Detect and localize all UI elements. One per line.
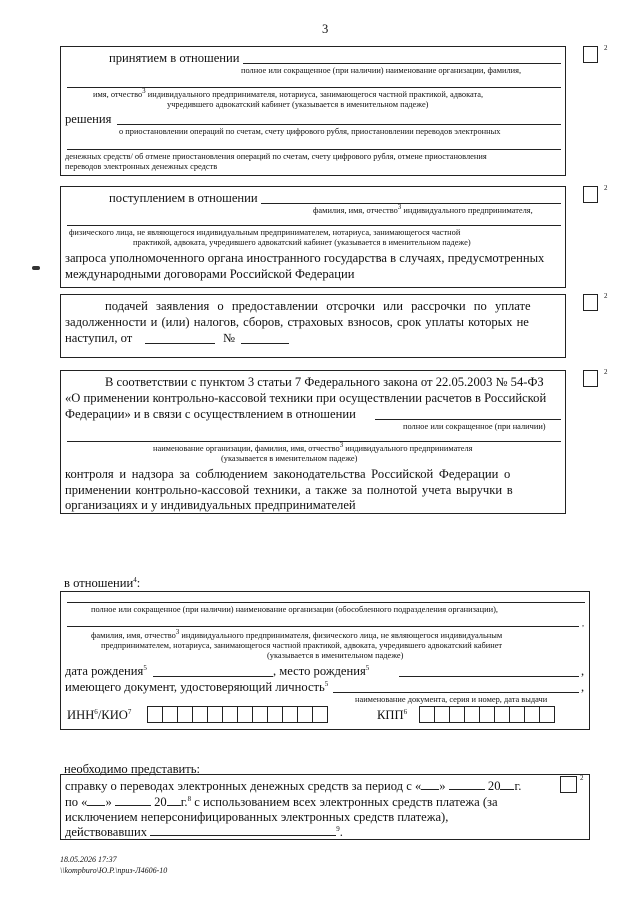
digit-cell[interactable] — [297, 706, 313, 723]
digit-cell[interactable] — [252, 706, 268, 723]
id-document-field[interactable] — [333, 692, 579, 693]
birth-date-field[interactable] — [153, 676, 273, 677]
digit-cell[interactable] — [539, 706, 555, 723]
digit-cell[interactable] — [267, 706, 283, 723]
necessary-checkbox[interactable] — [560, 776, 577, 793]
fill-line — [67, 149, 561, 150]
necessary-text: действовавших $^9$. — [65, 824, 343, 839]
necessary-label: необходимо представить: — [64, 762, 201, 776]
caption: фамилия, имя, отчество$^3$ индивидуального предпринимателя, физического лица, не являющегося индивидуальным — [91, 628, 503, 640]
fill-line — [67, 602, 585, 603]
number-sign: № — [223, 331, 236, 345]
fill-line — [67, 225, 561, 226]
birth-date-label: дата рождения$^5$ — [65, 663, 147, 678]
scan-mark — [32, 266, 40, 270]
caption: денежных средств/ об отмене приостановления операций по счетам, счету цифрового рубля, отмене приостановления — [65, 152, 487, 161]
checkbox-footnote: 2 — [604, 184, 608, 192]
digit-cell[interactable] — [509, 706, 525, 723]
block4-text: контроля и надзора за соблюдением законодательства Российской Федерации о — [65, 467, 511, 481]
caption: физического лица, не являющегося индивидуальным предпринимателем, нотариуса, занимающегося частной — [69, 228, 461, 237]
block-regarding — [60, 591, 590, 730]
caption: учредившего адвокатский кабинет (указывается в именительном падеже) — [167, 100, 429, 109]
block4-text: организациях и у индивидуальных предпринимателей — [65, 498, 356, 512]
caption: переводов электронных денежных средств — [65, 162, 218, 171]
checkbox-footnote: 2 — [604, 44, 608, 52]
checkbox-footnote: 2 — [604, 368, 608, 376]
digit-cell[interactable] — [237, 706, 253, 723]
caption: полное или сокращенное (при наличии) наименование организации, фамилия, — [241, 66, 522, 75]
comma: , — [582, 619, 585, 628]
comma: , — [581, 680, 585, 694]
block-necessary — [60, 774, 590, 840]
digit-cell[interactable] — [192, 706, 208, 723]
fill-line — [67, 626, 579, 627]
fill-line — [243, 63, 561, 64]
block3-text: задолженности и (или) налогов, сборов, страховых взносов, срок уплаты которых не — [65, 315, 529, 329]
id-document-label: имеющего документ, удостоверяющий личность$^5$ — [65, 679, 329, 694]
fill-line — [375, 419, 561, 420]
digit-cell[interactable] — [177, 706, 193, 723]
fill-line — [261, 203, 561, 204]
block4-text: В соответствии с пунктом 3 статьи 7 Федерального закона от 22.05.2003 № 54-ФЗ — [105, 375, 544, 389]
block3-checkbox[interactable] — [583, 294, 598, 311]
caption: полное или сокращенное (при наличии) наименование организации (обособленного подразделения организации), — [91, 605, 498, 614]
decision-label: решения — [65, 112, 112, 126]
fill-line — [117, 124, 561, 125]
block1-checkbox[interactable] — [583, 46, 598, 63]
digit-cell[interactable] — [449, 706, 465, 723]
block-decision — [60, 46, 566, 176]
digit-cell[interactable] — [222, 706, 238, 723]
birth-place-field[interactable] — [399, 676, 579, 677]
digit-cell[interactable] — [479, 706, 495, 723]
checkbox-footnote: 2 — [580, 774, 584, 782]
block1-line1: принятием в отношении — [109, 51, 240, 65]
block-request — [60, 186, 566, 288]
block4-checkbox[interactable] — [583, 370, 598, 387]
fill-line — [145, 343, 215, 344]
block-cash-register-control — [60, 370, 566, 514]
necessary-text: исключением неперсонифицированных электронных средств платежа), — [65, 810, 449, 824]
digit-cell[interactable] — [312, 706, 328, 723]
footer-path: \\kompburo\Ю.Р.\приз-Л4606-10 — [60, 866, 168, 875]
digit-cell[interactable] — [207, 706, 223, 723]
necessary-text: по « » 20 г.$^8$ с использованием всех электронных средств платежа (за — [65, 794, 498, 809]
block-deferral — [60, 294, 566, 358]
block4-text: «О применении контрольно-кассовой техники при осуществлении расчетов в Российской — [65, 391, 547, 405]
birth-place-label: , место рождения$^5$ — [273, 663, 370, 678]
block2-line1: поступлением в отношении — [109, 191, 258, 205]
digit-cell[interactable] — [419, 706, 435, 723]
digit-cell[interactable] — [494, 706, 510, 723]
block2-text: международными договорами Российской Федерации — [65, 267, 355, 281]
comma: , — [581, 664, 585, 678]
caption: предпринимателем, нотариуса, занимающегося частной практикой, адвоката, учредившего адвокатский кабинет — [101, 641, 503, 650]
block2-checkbox[interactable] — [583, 186, 598, 203]
caption: наименование документа, серия и номер, дата выдачи — [355, 695, 548, 704]
digit-cell[interactable] — [162, 706, 178, 723]
block3-text: наступил, от — [65, 331, 133, 345]
digit-cell[interactable] — [464, 706, 480, 723]
kpp-label: КПП$^6$ — [377, 707, 408, 722]
fill-line — [241, 343, 289, 344]
block2-text: запроса уполномоченного органа иностранного государства в случаях, предусмотренных — [65, 251, 545, 265]
checkbox-footnote: 2 — [604, 292, 608, 300]
kpp-cells[interactable] — [419, 706, 559, 723]
caption: практикой, адвоката, учредившего адвокатский кабинет (указывается в именительном падеже) — [133, 238, 471, 247]
caption: фамилия, имя, отчество$^3$ индивидуального предпринимателя, — [313, 203, 533, 215]
caption: (указывается в именительном падеже) — [267, 651, 404, 660]
inn-kio-label: ИНН$^6$/КИО$^7$ — [67, 707, 132, 722]
block3-text: подачей заявления о предоставлении отсрочки или рассрочки по уплате — [105, 299, 531, 313]
digit-cell[interactable] — [434, 706, 450, 723]
block4-text: Федерации» и в связи с осуществлением в отношении — [65, 407, 356, 421]
caption: (указывается в именительном падеже) — [221, 454, 358, 463]
regarding-label: в отношении$^4$: — [64, 575, 141, 590]
digit-cell[interactable] — [147, 706, 163, 723]
caption: о приостановлении операций по счетам, счету цифрового рубля, приостановлении переводов электронных — [119, 127, 501, 136]
caption: полное или сокращенное (при наличии) — [403, 422, 546, 431]
footer-datetime: 18.05.2026 17:37 — [60, 855, 117, 864]
inn-kio-cells[interactable] — [147, 706, 327, 723]
page-number: 3 — [322, 22, 329, 36]
caption: наименование организации, фамилия, имя, отчество$^3$ индивидуального предпринимателя — [153, 441, 473, 453]
caption: имя, отчество$^3$ индивидуального предпринимателя, нотариуса, занимающегося частной практикой, адвоката, — [93, 87, 484, 99]
digit-cell[interactable] — [282, 706, 298, 723]
fill-line — [67, 441, 561, 442]
necessary-text: справку о переводах электронных денежных средств за период с « » 20 г. — [65, 779, 522, 793]
block4-text: применении контрольно-кассовой техники, а также за полнотой учета выручки в — [65, 483, 513, 497]
digit-cell[interactable] — [524, 706, 540, 723]
